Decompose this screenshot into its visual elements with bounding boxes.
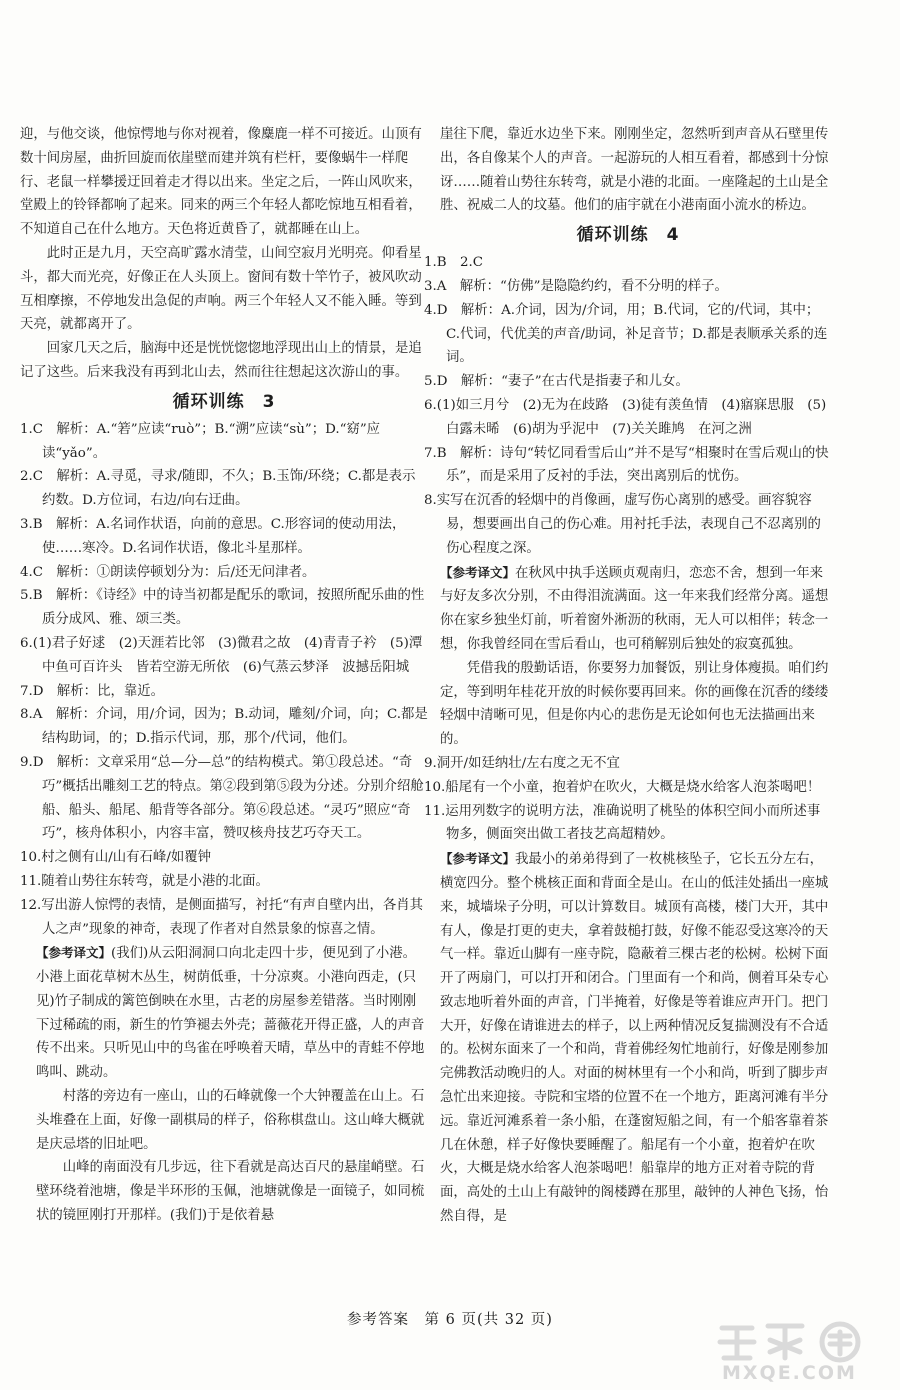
translation-paragraph: 凭借我的殷勤话语，你要努力加餐饭，别让身体瘦损。咱们约定，等到明年桂花开放的时候你要再回来。你的画像在沉香的缕缕轻烟中清晰可见，但是你内心的悲伤是无论如何也无法描画出来的。	[440, 660, 829, 748]
reference-translation	[424, 561, 832, 752]
reference-translation	[424, 847, 832, 1229]
translation-paragraph	[424, 847, 832, 1229]
page-footer: 参考答案 第 6 页(共 32 页)	[347, 1312, 553, 1328]
answer-item: 7.D 解析：比，靠近。	[20, 683, 165, 699]
translation-text: 在秋风中执手送顾贞观南归，恋恋不舍，想到一年来与好友多次分别，不由得泪流满面。这一年来我们经常分离。遥想你在家乡独坐灯前，听着窗外淅沥的秋雨，无人可以相伴；转念一想，你我曾经同在雪后看山，也可稍解别后独处的寂寞孤独。	[440, 565, 829, 652]
right-column	[424, 123, 832, 1229]
answer-item: 3.A 解析：“仿佛”是隐隐约约，看不分明的样子。	[424, 278, 728, 294]
answer-item: 5.D 解析：“妻子”在古代是指妻子和儿女。	[424, 374, 689, 390]
translation-text: 我最小的弟弟得到了一枚桃核坠子，它长五分左右，横宽四分。整个桃核正面和背面全是山。在山的低洼处插出一座城来，城墙垛子分明，可以计算数目。城顶有高楼，楼门大开，其中有人，像是打更的吏夫，拿着鼓槌打鼓，好像不能忍受这寒冷的天气一样。靠近山脚有一座寺院，隐蔽着三棵古老的松树。松树下面开了两扇门，可以打开和闭合。门里面有一个和尚，侧着耳朵专心致志地听着外面的声音，门半掩着，好像是等着谁应声开门。把门大开，好像在请谁进去的样子，以上两种情况反复揣测没有不合适的。松树东面来了一个和尚，背着佛经匆忙地前行，好像是刚参加完佛教活动晚归的人。对面的树林里有一个小和尚，听到了脚步声急忙出来迎接。寺院和宝塔的位置不在一个地方，距离河滩有半分远。靠近河滩系着一条小船，在蓬窗短船之间，有一个船客靠着茶几在休憩，样子好像快要睡醒了。船尾有一个小童，抱着炉在吹火，大概是烧水给客人泡茶喝吧！船靠岸的地方正对着寺院的背面，高处的土山上有敲钟的阁楼蹲在那里，敲钟的人神色飞扬，怡然自得，是	[440, 852, 829, 1225]
answer-item: 4.D 解析：A.介词，因为/介词，用；B.代词，它的/代词，其中；C.代词，代优美的声音/助词，补足音节；D.都是表顺承关系的连词。	[424, 302, 828, 366]
right-intro	[424, 123, 832, 218]
watermark-url: MXQE.COM	[722, 1362, 857, 1384]
section-title-3: 循环训练 3	[172, 391, 276, 412]
answer-item: 3.B 解析：A.名词作状语，向前的意思。C.形容词的使动用法，使……寒冷。D.名词作状语，像北斗星那样。	[20, 516, 406, 556]
translation-paragraph: 村落的旁边有一座山，山的石峰就像一个大钟覆盖在山上。石头堆叠在上面，好像一副棋局的样子，俗称棋盘山。这山峰大概就是庆忌塔的旧址吧。	[36, 1089, 425, 1152]
answer-item: 8.A 解析：介词，用/介词，因为；B.动词，雕刻/介词，向；C.都是结构助词，的；D.指示代词，那，那个/代词，他们。	[20, 707, 428, 747]
answer-item: 7.B 解析：诗句“转忆同看雪后山”并不是写“相聚时在雪后观山的快乐”，而是采用了反衬的手法，突出离别后的忧伤。	[424, 445, 829, 485]
answer-item: 11.运用列数字的说明方法，准确说明了桃坠的体积空间小而所述事物多，侧面突出做工者技艺高超精妙。	[424, 803, 821, 843]
answer-item: 1.C 解析：A.“箬”应读“ruò”；B.“溯”应读“sù”；D.“窈”应读“yǎo”。	[20, 421, 381, 461]
intro-paragraph: 崖往下爬，靠近水边坐下来。刚刚坐定，忽然听到声音从石壁里传出，各自像某个人的声音。一起游玩的人相互看着，都感到十分惊讶……随着山势往东转弯，就是小港的北面。一座隆起的土山是全胜、祝威二人的坟墓。他们的庙宇就在小港南面小流水的桥边。	[440, 127, 829, 214]
intro-paragraph: 回家几天之后，脑海中还是恍恍惚惚地浮现出山上的情景，是追记了这些。后来我没有再到北山去，然而往往想起这次游山的事。	[20, 341, 422, 380]
translation-paragraph: 山峰的南面没有几步远，往下看就是高达百尺的悬崖峭壁。石壁环绕着池塘，像是半环形的玉佩，池塘就像是一面镜子，如同梳状的镜匣刚打开那样。(我们)于是依着悬	[36, 1160, 425, 1224]
left-intro	[20, 123, 428, 385]
answer-item: 10.村之侧有山/山有石峰/如覆钟	[20, 850, 212, 866]
answer-item: 6.(1)如三月兮 (2)无为在歧路 (3)徒有羡鱼情 (4)寤寐思服 (5)白露未晞 (6)胡为乎泥中 (7)关关雎鸠 在河之洲	[424, 397, 827, 437]
intro-paragraph: 此时正是九月，天空高旷露水清莹，山间空寂月光明亮。仰看星斗，都大而光亮，好像正在人头顶上。窗间有数十竿竹子，被风吹动互相摩擦，不停地发出急促的声响。两三个年轻人又不能入睡。等到天亮，就都离开了。	[20, 245, 422, 333]
answer-item: 8.实写在沉香的轻烟中的肖像画，虚写伤心离别的感受。画容貌容易，想要画出自己的伤心难。用衬托手法，表现自己不忍离别的伤心程度之深。	[424, 493, 821, 556]
section-title-4: 循环训练 4	[576, 225, 680, 246]
watermark	[712, 1318, 888, 1384]
watermark-logo	[712, 1318, 888, 1366]
intro-paragraph: 迎，与他交谈，他惊愕地与你对视着，像麋鹿一样不可接近。山顶有数十间房屋，曲折回旋而依崖壁而建并筑有栏杆，要像蜗牛一样爬行、老鼠一样攀援迂回着走才得以出来。坐定之后，一阵山风吹来，堂殿上的铃铎都响了起来。同来的两三个年轻人都吃惊地互相看着，不知道自己在什么地方。天色将近黄昏了，就都睡在山上。	[20, 127, 422, 238]
translation-label: 【参考译文】	[440, 851, 516, 867]
translation-label: 【参考译文】	[36, 945, 112, 961]
answer-item: 12.写出游人惊愕的表情，是侧面描写，衬托“有声自壁内出，各肖其人之声”现象的神奇，表现了作者对自然景象的惊喜之情。	[20, 897, 424, 937]
answer-item: 1.B 2.C	[424, 255, 484, 271]
reference-translation	[20, 941, 428, 1228]
answer-item: 11.随着山势往东转弯，就是小港的北面。	[20, 873, 269, 889]
answer-item: 9.洞开/如廷纳壮/左右度之无不宜	[424, 755, 620, 771]
left-column	[20, 123, 428, 1228]
answer-list-4	[424, 251, 832, 560]
answer-item: 2.C 解析：A.寻觅，寻求/随即，不久；B.玉饰/环绕；C.都是表示约数。D.方位词，右边/向右迂曲。	[20, 469, 416, 509]
answer-item: 9.D 解析：文章采用“总—分—总”的结构模式。第①段总述。“奇巧”概括出雕刻工艺的特点。第②段到第⑤段为分述。分别介绍舱船、船头、船尾、船背等各部分。第⑥段总述。“灵巧”照应“奇巧”，核舟体积小，内容丰富，赞叹核舟技艺巧夺天工。	[20, 754, 424, 842]
translation-label: 【参考译文】	[440, 564, 516, 580]
answer-list-3	[20, 418, 428, 942]
answer-list-4b	[424, 752, 832, 847]
answer-item: 4.C 解析：①朗读停顿划分为：后/还无问津者。	[20, 564, 316, 580]
answer-item: 6.(1)君子好逑 (2)天涯若比邻 (3)微君之故 (4)青青子衿 (5)潭中鱼可百许头 皆若空游无所依 (6)气蒸云梦泽 波撼岳阳城	[20, 635, 423, 675]
translation-paragraph	[20, 941, 428, 1085]
translation-paragraph	[424, 561, 832, 657]
answer-item: 10.船尾有一个小童，抱着炉在吹火，大概是烧水给客人泡茶喝吧！	[424, 779, 821, 795]
answer-item: 5.B 解析：《诗经》中的诗当初都是配乐的歌词，按照所配乐曲的性质分成风、雅、颂三类。	[20, 588, 425, 628]
translation-text: (我们)从云阳洞洞口向北走四十步，便见到了小港。小港上面花草树木丛生，树荫低垂，十分凉爽。小港向西走，(只见)竹子制成的篱笆倒映在水里，古老的房屋参差错落。当时刚刚下过稀疏的雨，新生的竹笋褪去外壳；蔷薇花开得正盛，人的声音传不出来。只听见山中的鸟雀在呼唤着天晴，草丛中的青蛙不停地鸣叫、跳动。	[36, 946, 425, 1081]
